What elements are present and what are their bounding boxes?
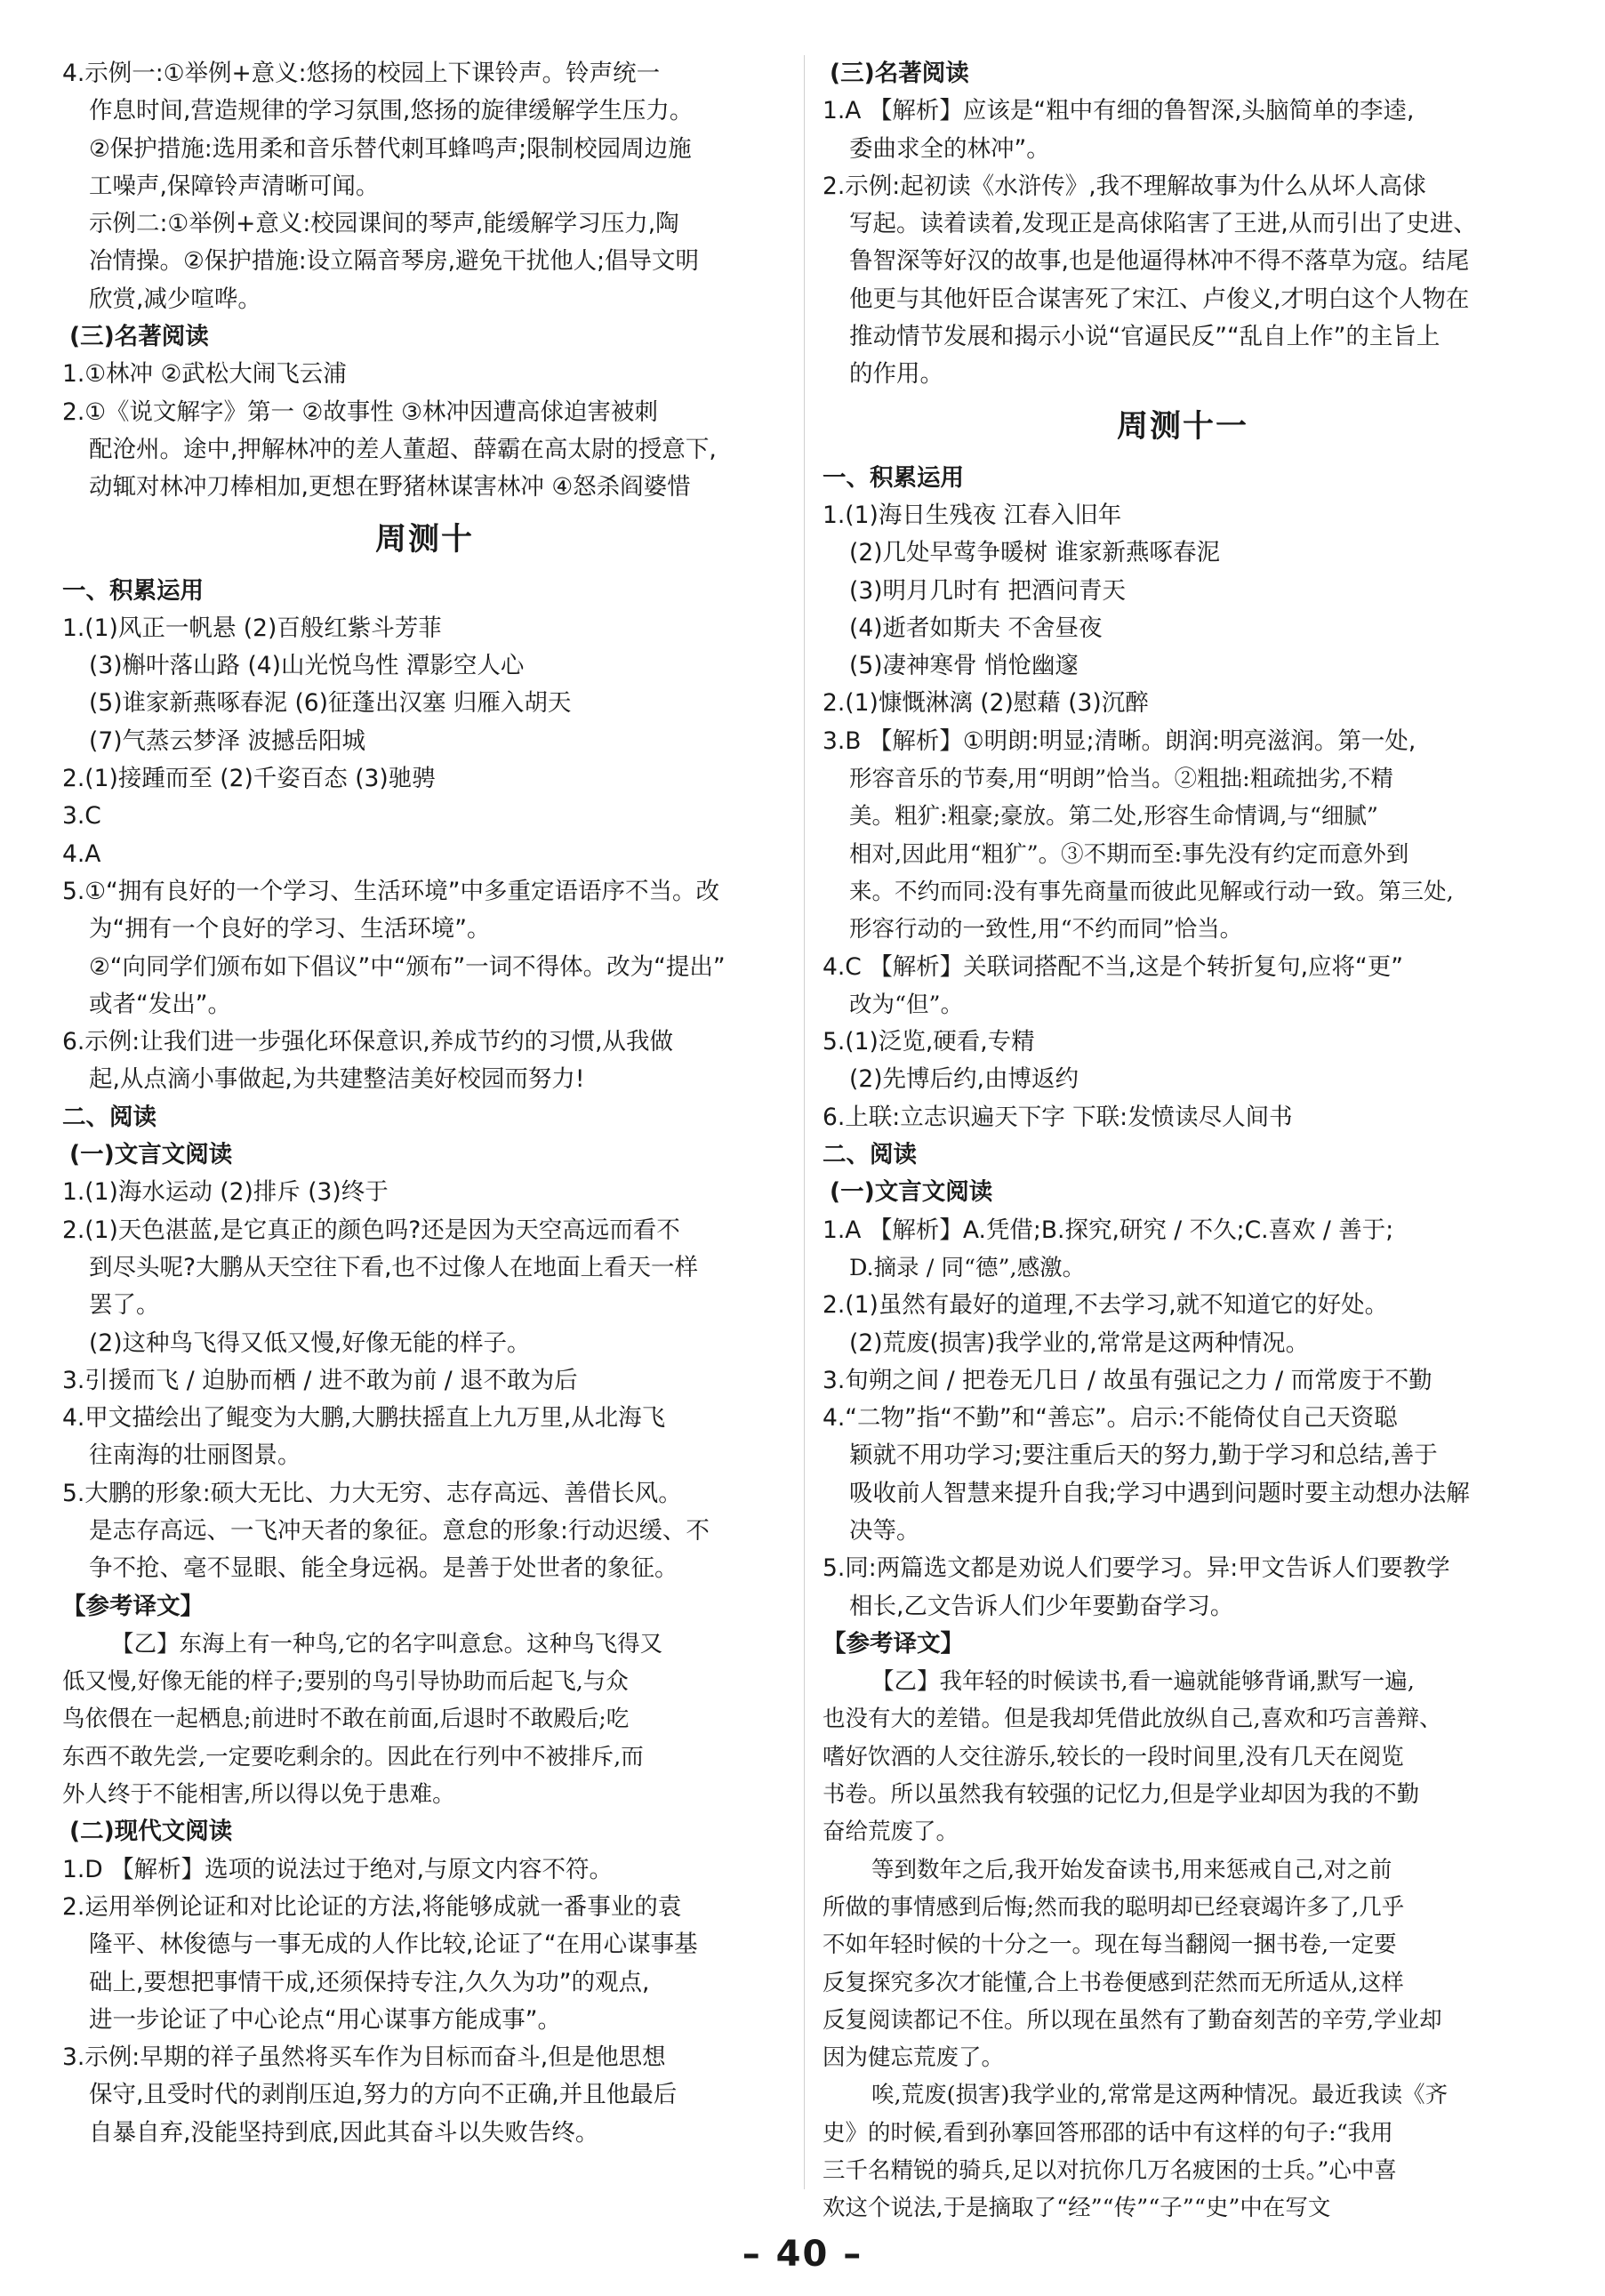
column-divider [804,55,805,2189]
text-line: 4.示例一:①举例+意义:悠扬的校园上下课铃声。铃声统一 [62,60,661,87]
page-number: – 40 – [742,2234,863,2275]
text-line: 4.甲文描绘出了鲲变为大鹏,大鹏扶摇直上九万里,从北海飞 [62,1404,666,1433]
text-line: 东西不敢先尝,一定要吃剩余的。因此在行列中不被排斥,而 [62,1743,644,1770]
text-line: 外人终于不能相害,所以得以免于患难。 [62,1781,455,1809]
text-line: 欣赏,减少喧哗。 [89,285,261,313]
text-line: 来。不约而同:没有事先商量而彼此见解或行动一致。第三处, [849,878,1454,905]
text-line: 推动情节发展和揭示小说“官逼民反”“乱自上作”的主旨上 [849,323,1440,351]
reference-translation-heading: 【参考译文】 [823,1629,964,1658]
section-heading-mingzhu: (三)名著阅读 [830,60,969,87]
text-line: 1.D 【解析】选项的说法过于绝对,与原文内容不符。 [62,1855,614,1883]
text-line: 5.①“拥有良好的一个学习、生活环境”中多重定语语序不当。改 [62,877,719,905]
text-line: 2.①《说文解字》第一 ②故事性 ③林冲因遭高俅迫害被刺 [62,397,658,426]
text-line: 2.(1)接踵而至 (2)千姿百态 (3)驰骋 [62,765,436,793]
text-line: 为“拥有一个良好的学习、生活环境”。 [89,915,491,943]
text-line: 他更与其他奸臣合谋害死了宋江、卢俊义,才明白这个人物在 [849,285,1470,313]
modern-answers [62,1851,787,2152]
text-line: 或者“发出”。 [89,990,231,1018]
text-line: 改为“但”。 [849,991,964,1018]
week-test-10-title: 周测十 [374,521,474,558]
text-line: (3)槲叶落山路 (4)山光悦鸟性 潭影空人心 [89,652,525,680]
text-line: 奋给荒废了。 [823,1818,959,1846]
text-line: 的作用。 [849,360,943,389]
text-line: 是志存高远、一飞冲天者的象征。意怠的形象:行动迟缓、不 [89,1516,710,1545]
text-line: 2.(1)慷慨淋漓 (2)慰藉 (3)沉醉 [823,689,1149,718]
text-line: 5.同:两篇选文都是劝说人们要学习。异:甲文告诉人们要教学 [823,1554,1450,1583]
text-line: 鲁智深等好汉的故事,也是他逼得林冲不得不落草为寇。结尾 [849,247,1470,276]
text-line: 等到数年之后,我开始发奋读书,用来惩戒自己,对之前 [871,1856,1392,1883]
text-line: 4.“二物”指“不勤”和“善忘”。启示:不能倚仗自己天资聪 [823,1404,1398,1433]
text-line: 自暴自弃,没能坚持到底,因此其奋斗以失败告终。 [89,2118,599,2147]
text-line: (3)明月几时有 把酒问青天 [849,576,1126,605]
text-line: 工噪声,保障铃声清晰可闻。 [89,172,380,200]
text-line: 形容行动的一致性,用“不约而同”恰当。 [849,916,1243,943]
right-column [823,55,1543,2228]
text-line: 示例二:①举例+意义:校园课间的琴声,能缓解学习压力,陶 [89,210,679,238]
text-line: 【乙】东海上有一种鸟,它的名字叫意怠。这种鸟飞得又 [111,1630,663,1658]
text-line: 保守,且受时代的剥削压迫,努力的方向不正确,并且他最后 [89,2081,678,2109]
text-line: 写起。读着读着,发现正是高俅陷害了王进,从而引出了史进、 [849,210,1477,238]
section-heading-classical: (一)文言文阅读 [69,1141,233,1169]
text-line: ②“向同学们颁布如下倡议”中“颁布”一词不得体。改为“提出” [89,952,726,981]
text-line: 【乙】我年轻的时候读书,看一遍就能够背诵,默写一遍, [871,1668,1415,1696]
text-line: 颖就不用功学习;要注重后天的努力,勤于学习和总结,善于 [849,1441,1438,1470]
text-line: (2)荒废(损害)我学业的,常常是这两种情况。 [849,1329,1310,1357]
text-line: 1.(1)海日生残夜 江春入旧年 [823,501,1122,529]
text-line: 5.(1)泛览,硬看,专精 [823,1028,1035,1056]
text-line: 3.引援而飞 / 迫胁而栖 / 进不敢为前 / 退不敢为后 [62,1366,578,1394]
text-line: 配沧州。途中,押解林冲的差人董超、薛霸在高太尉的授意下, [89,435,717,463]
reference-translation [62,1626,787,1813]
text-line: 不如年轻时候的十分之一。现在每当翻阅一捆书卷,一定要 [823,1931,1397,1959]
text-line: 1.A 【解析】A.凭借;B.探究,研究 / 不久;C.喜欢 / 善于; [823,1216,1394,1244]
text-line: 所做的事情感到后悔;然而我的聪明却已经衰竭许多了,几乎 [823,1893,1405,1921]
section-heading-classical: (一)文言文阅读 [830,1178,993,1207]
text-line: 相长,乙文告诉人们少年要勤奋学习。 [849,1592,1234,1620]
text-line: 础上,要想把事情干成,还须保持专注,久久为功”的观点, [89,1968,650,1996]
text-line: (5)凄神寒骨 悄怆幽邃 [849,652,1079,680]
text-line: 1.A 【解析】应该是“粗中有细的鲁智深,头脑简单的李逵, [823,97,1415,125]
text-line: 低又慢,好像无能的样子;要别的鸟引导协助而后起飞,与众 [62,1668,629,1696]
text-line: 三千名精锐的骑兵,足以对抗你几万名疲困的士兵。”心中喜 [823,2157,1397,2185]
text-line: (2)几处早莺争暖树 谁家新燕啄春泥 [849,539,1220,567]
text-line: 2.(1)虽然有最好的道理,不去学习,就不知道它的好处。 [823,1291,1389,1320]
text-line: 反复探究多次才能懂,合上书卷便感到茫然而无所适从,这样 [823,1969,1404,1996]
text-line: 也没有大的差错。但是我却凭借此放纵自己,喜欢和巧言善辩、 [823,1706,1442,1733]
mingzhu-answers [823,92,1543,393]
text-line: 5.大鹏的形象:硕大无比、力大无穷、志存高远、善借长风。 [62,1479,682,1507]
section-heading-accumulation: 一、积累运用 [62,576,204,605]
text-line: 1.(1)风正一帆悬 (2)百般红紫斗芳菲 [62,614,442,642]
mingzhu-answers [62,356,787,506]
text-line: 进一步论证了中心论点“用心谋事方能成事”。 [89,2005,561,2034]
text-line: 2.(1)天色湛蓝,是它真正的颜色吗?还是因为天空高远而看不 [62,1216,680,1244]
text-line: 争不抢、毫不显眼、能全身远祸。是善于处世者的象征。 [89,1554,678,1583]
text-line: (4)逝者如斯夫 不舍昼夜 [849,614,1103,642]
classical-answers [823,1212,1543,1626]
text-line: 作息时间,营造规律的学习氛围,悠扬的旋律缓解学生压力。 [89,97,694,125]
section-heading-accumulation: 一、积累运用 [823,463,964,492]
text-line: 往南海的壮丽图景。 [89,1441,301,1470]
text-line: (2)先博后约,由博返约 [849,1065,1079,1094]
text-line: 嗜好饮酒的人交往游乐,较长的一段时间里,没有几天在阅览 [823,1743,1404,1770]
text-line: 隆平、林俊德与一事无成的人作比较,论证了“在用心谋事基 [89,1931,698,1959]
text-line: 书卷。所以虽然我有较强的记忆力,但是学业却因为我的不勤 [823,1781,1420,1809]
text-line: 吸收前人智慧来提升自我;学习中遇到问题时要主动想办法解 [849,1479,1470,1507]
text-line: (2)这种鸟飞得又低又慢,好像无能的样子。 [89,1329,531,1357]
text-line: ②保护措施:选用柔和音乐替代刺耳蜂鸣声;限制校园周边施 [89,134,692,163]
text-line: 形容音乐的节奏,用“明朗”恰当。②粗拙:粗疏拙劣,不精 [849,766,1393,793]
text-line: 1.①林冲 ②武松大闹飞云浦 [62,360,347,389]
text-line: 罢了。 [89,1291,160,1320]
section-heading-reading: 二、阅读 [62,1103,156,1131]
text-line: 唉,荒废(损害)我学业的,常常是这两种情况。最近我读《齐 [871,2082,1449,2109]
text-line: 3.C [62,802,101,831]
text-line: 3.示例:早期的祥子虽然将买车作为目标而奋斗,但是他思想 [62,2043,666,2072]
accumulation-answers [823,497,1543,1136]
text-line: 反复阅读都记不住。所以现在虽然有了勤奋刻苦的辛劳,学业却 [823,2006,1442,2034]
text-line: 3.旬朔之间 / 把卷无几日 / 故虽有强记之力 / 而常废于不勤 [823,1366,1432,1394]
text-line: 因为健忘荒废了。 [823,2044,1005,2072]
text-line: 2.运用举例论证和对比论证的方法,将能够成就一番事业的袁 [62,1892,682,1921]
text-line: 到尽头呢?大鹏从天空往下看,也不过像人在地面上看天一样 [89,1253,698,1281]
text-line: (7)气蒸云梦泽 波撼岳阳城 [89,727,365,755]
section-heading-modern: (二)现代文阅读 [69,1818,233,1846]
text-line: D.摘录 / 同“德”,感激。 [849,1254,1086,1281]
accumulation-answers [62,610,787,1099]
section-heading-reading: 二、阅读 [823,1141,917,1169]
q4-answer [62,55,787,318]
text-line: 史》的时候,看到孙搴回答邢邵的话中有这样的句子:“我用 [823,2119,1393,2147]
text-line: 6.上联:立志识遍天下字 下联:发愤读尽人间书 [823,1103,1293,1131]
text-line: 欢这个说法,于是摘取了“经”“传”“子”“史”中在写文 [823,2195,1331,2222]
text-line: 相对,因此用“粗犷”。③不期而至:事先没有约定而意外到 [849,840,1409,868]
reference-translation [823,1663,1543,2227]
classical-answers [62,1174,787,1587]
text-line: 冶情操。②保护措施:设立隔音琴房,避免干扰他人;倡导文明 [89,247,700,276]
left-column [62,55,787,2152]
text-line: 委曲求全的林冲”。 [849,134,1050,163]
text-line: 3.B 【解析】①明朗:明显;清晰。朗润:明亮滋润。第一处, [823,727,1416,755]
text-line: 4.C 【解析】关联词搭配不当,这是个转折复句,应将“更” [823,952,1404,981]
text-line: 鸟依偎在一起栖息;前进时不敢在前面,后退时不敢殿后;吃 [62,1706,630,1733]
text-line: 动辄对林冲刀棒相加,更想在野猪林谋害林冲 ④怒杀阎婆惜 [89,473,691,502]
text-line: 1.(1)海水运动 (2)排斥 (3)终于 [62,1178,389,1207]
text-line: (5)谁家新燕啄春泥 (6)征蓬出汉塞 归雁入胡天 [89,689,572,718]
text-line: 美。粗犷:粗豪;豪放。第二处,形容生命情调,与“细腻” [849,803,1378,831]
text-line: 决等。 [849,1516,920,1545]
text-line: 6.示例:让我们进一步强化环保意识,养成节约的习惯,从我做 [62,1028,674,1056]
text-line: 2.示例:起初读《水浒传》,我不理解故事为什么从坏人高俅 [823,172,1426,200]
week-test-11-title: 周测十一 [1116,408,1248,445]
section-heading-mingzhu: (三)名著阅读 [69,323,209,351]
text-line: 4.A [62,839,101,868]
text-line: 起,从点滴小事做起,为共建整洁美好校园而努力! [89,1065,585,1094]
reference-translation-heading: 【参考译文】 [62,1592,204,1620]
